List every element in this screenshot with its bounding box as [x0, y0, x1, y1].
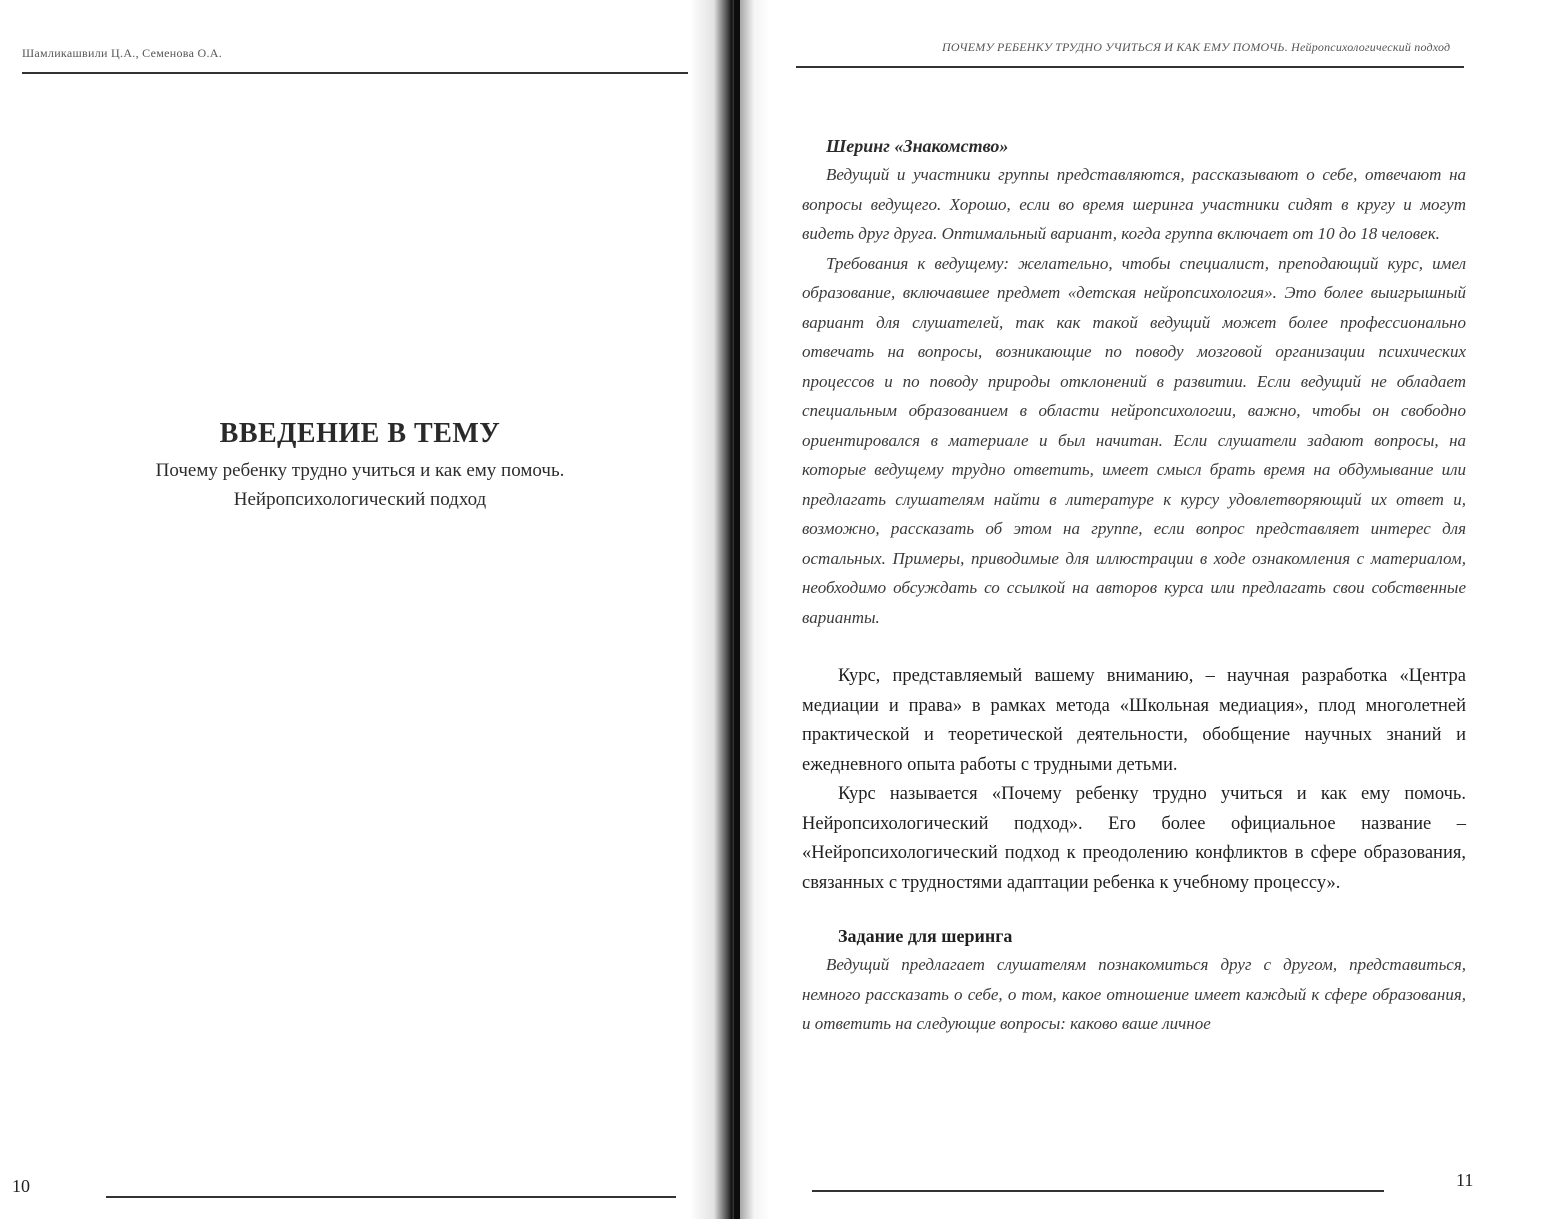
right-footer-rule	[812, 1190, 1384, 1192]
sharing-intro-paragraph: Ведущий и участники группы представляются, рассказывают о себе, отвечают на вопросы ведущего. Хорошо, если во время шеринга участники сидят в кругу и могут видеть друг друга. Оптимальный вариант, когда группа включает от 10 до 18 человек.	[802, 165, 1466, 243]
intro-block	[60, 418, 660, 514]
left-page-number: 10	[12, 1176, 30, 1196]
intro-title: ВВЕДЕНИЕ В ТЕМУ	[219, 418, 501, 449]
course-description-paragraph: Курс, представляемый вашему вниманию, – научная разработка «Центра медиации и права» в рамках метода «Школьная медиация», плод многолетней практической и теоретической деятельности, обобщение научных знаний и ежедневного опыта работы с трудными детьми.	[802, 666, 1466, 775]
right-page	[712, 0, 1550, 1219]
right-running-head: ПОЧЕМУ РЕБЕНКУ ТРУДНО УЧИТЬСЯ И КАК ЕМУ ПОМОЧЬ. Нейропсихологический подход	[942, 40, 1451, 54]
spacer	[802, 632, 1466, 662]
book-spine-line	[734, 0, 740, 1219]
host-requirements-paragraph: Требования к ведущему: желательно, чтобы специалист, преподающий курс, имел образование, включавшее предмет «детская нейропсихология». Это более выигрышный вариант для слушателей, так как такой ведущий может более профессионально отвечать на вопросы, возникающие по поводу мозговой организации психических процессов и по поводу природы отклонений в развитии. Если ведущий не обладает специальным образованием в области нейропсихологии, важно, чтобы он свободно ориентировался в материале и был начитан. Если слушатели задают вопросы, на которые ведущему трудно ответить, имеет смысл брать время на обдумывание или предлагать слушателям найти в литературе к курсу удовлетворяющий их ответ и, возможно, рассказать об этом на группе, если вопрос представляет интерес для остальных. Примеры, приводимые для иллюстрации в ходе ознакомления с материалом, необходимо обсуждать со ссылкой на авторов курса или предлагать свои собственные варианты.	[802, 253, 1466, 627]
left-header-rule	[22, 72, 688, 74]
intro-subtitle-line2: Нейропсихологический подход	[233, 489, 487, 510]
intro-subtitle-line1: Почему ребенку трудно учиться и как ему помочь.	[155, 460, 565, 481]
right-page-content	[802, 132, 1466, 1039]
left-page	[0, 0, 712, 1219]
left-running-head: Шамликашвили Ц.А., Семенова О.А.	[22, 46, 223, 60]
right-page-number: 11	[1456, 1170, 1474, 1190]
section-title-sharing-intro: Шеринг «Знакомство»	[826, 136, 1009, 156]
book-gutter-shadow	[690, 0, 770, 1219]
course-name-paragraph: Курс называется «Почему ребенку трудно учиться и как ему помочь. Нейропсихологический подход». Его более официальное название – «Нейропсихологический подход к преодолению конфликтов в сфере образования, связанных с трудностями адаптации ребенка к учебному процессу».	[802, 784, 1466, 893]
section-title-sharing-task: Задание для шеринга	[838, 926, 1013, 946]
right-header-rule	[796, 66, 1464, 68]
sharing-task-paragraph: Ведущий предлагает слушателям познакомиться друг с другом, представиться, немного рассказать о себе, о том, какое отношение имеет каждый к сфере образования, и ответить на следующие вопросы: каково ваше личное	[802, 955, 1466, 1033]
left-footer-rule	[106, 1196, 676, 1198]
spacer	[802, 898, 1466, 922]
